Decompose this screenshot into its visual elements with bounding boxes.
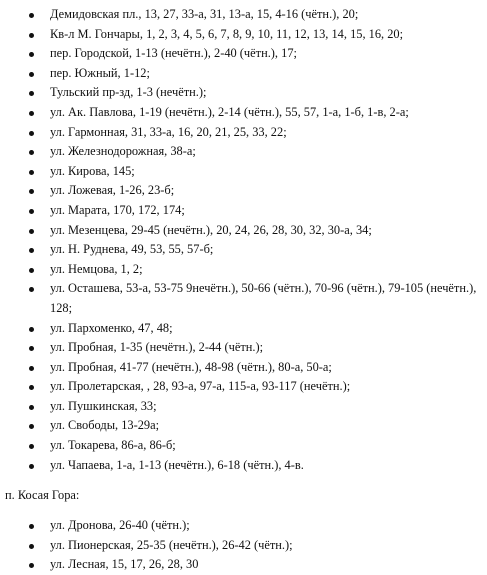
bullet-icon — [29, 229, 34, 234]
list-item-text: ул. Гармонная, 31, 33-а, 16, 20, 21, 25, 33, 22; — [50, 124, 287, 139]
list-item-text: ул. Немцова, 1, 2; — [50, 261, 143, 276]
list-item-text: Тульский пр-зд, 1-3 (нечётн.); — [50, 85, 207, 100]
bullet-icon — [29, 72, 34, 77]
street-list-kosaya-gora — [0, 516, 487, 575]
list-item-text: ул. Пионерская, 25-35 (нечётн.), 26-42 (чётн.); — [50, 537, 293, 552]
list-item-text: ул. Ложевая, 1-26, 23-б; — [50, 183, 175, 198]
bullet-icon — [29, 33, 34, 38]
list-item-text: ул. Кирова, 145; — [50, 163, 135, 178]
bullet-icon — [29, 385, 34, 390]
list-item-text: ул. Дронова, 26-40 (чётн.); — [50, 518, 190, 533]
list-item — [0, 536, 487, 556]
list-item — [0, 162, 487, 182]
bullet-icon — [29, 131, 34, 136]
bullet-icon — [29, 366, 34, 371]
list-item-text: ул. Н. Руднева, 49, 53, 55, 57-б; — [50, 242, 214, 257]
list-item — [0, 64, 487, 84]
list-item-text: ул. Пролетарская, , 28, 93-а, 97-а, 115-а, 93-117 (нечётн.); — [50, 379, 351, 394]
list-item-text: ул. Пробная, 1-35 (нечётн.), 2-44 (чётн.); — [50, 340, 264, 355]
list-item-text: ул. Чапаева, 1-а, 1-13 (нечётн.), 6-18 (чётн.), 4-в. — [50, 457, 304, 472]
bullet-icon — [29, 111, 34, 116]
list-item — [0, 436, 487, 456]
list-item — [0, 397, 487, 417]
bullet-icon — [29, 150, 34, 155]
list-item-text: ул. Токарева, 86-а, 86-б; — [50, 438, 176, 453]
list-item — [0, 279, 487, 318]
bullet-icon — [29, 464, 34, 469]
list-item — [0, 103, 487, 123]
list-item-text: ул. Железнодорожная, 38-а; — [50, 144, 196, 159]
list-item — [0, 516, 487, 536]
bullet-icon — [29, 424, 34, 429]
list-item — [0, 555, 487, 575]
bullet-icon — [29, 405, 34, 410]
bullet-icon — [29, 13, 34, 18]
list-item-text: ул. Пушкинская, 33; — [50, 398, 157, 413]
list-item — [0, 5, 487, 25]
bullet-icon — [29, 563, 34, 568]
bullet-icon — [29, 444, 34, 449]
list-item — [0, 181, 487, 201]
list-item — [0, 319, 487, 339]
street-list-tula — [0, 5, 487, 475]
bullet-icon — [29, 248, 34, 253]
list-item-text: ул. Пробная, 41-77 (нечётн.), 48-98 (чётн.), 80-а, 50-а; — [50, 359, 332, 374]
list-item-text: пер. Южный, 1-12; — [50, 65, 150, 80]
bullet-icon — [29, 524, 34, 529]
list-item — [0, 260, 487, 280]
list-item — [0, 338, 487, 358]
list-item — [0, 142, 487, 162]
list-item-text: ул. Осташева, 53-а, 53-75 9нечётн.), 50-66 (чётн.), 70-96 (чётн.), 79-105 (нечётн.), 128; — [50, 281, 477, 315]
list-item — [0, 83, 487, 103]
list-item-text: пер. Городской, 1-13 (нечётн.), 2-40 (чётн.), 17; — [50, 46, 297, 61]
list-item — [0, 358, 487, 378]
list-item — [0, 201, 487, 221]
list-item — [0, 456, 487, 476]
list-item — [0, 221, 487, 241]
bullet-icon — [29, 327, 34, 332]
bullet-icon — [29, 52, 34, 57]
bullet-icon — [29, 189, 34, 194]
list-item — [0, 25, 487, 45]
list-item-text: ул. Мезенцева, 29-45 (нечётн.), 20, 24, 26, 28, 30, 32, 30-а, 34; — [50, 222, 372, 237]
list-item — [0, 123, 487, 143]
bullet-icon — [29, 268, 34, 273]
list-item — [0, 416, 487, 436]
bullet-icon — [29, 91, 34, 96]
list-item-text: Демидовская пл., 13, 27, 33-а, 31, 13-а, 15, 4-16 (чётн.), 20; — [50, 7, 359, 21]
list-item — [0, 240, 487, 260]
list-item-text: ул. Лесная, 15, 17, 26, 28, 30 — [50, 557, 199, 572]
list-item-text: ул. Ак. Павлова, 1-19 (нечётн.), 2-14 (чётн.), 55, 57, 1-а, 1-б, 1-в, 2-а; — [50, 104, 409, 119]
list-item-text: ул. Пархоменко, 47, 48; — [50, 320, 173, 335]
list-item-text: ул. Свободы, 13-29а; — [50, 418, 160, 433]
bullet-icon — [29, 209, 34, 214]
list-item — [0, 44, 487, 64]
section-heading-kosaya-gora: п. Косая Гора: — [5, 488, 80, 503]
list-item-text: ул. Марата, 170, 172, 174; — [50, 202, 185, 217]
list-item-text: Кв-л М. Гончары, 1, 2, 3, 4, 5, 6, 7, 8, 9, 10, 11, 12, 13, 14, 15, 16, 20; — [50, 26, 404, 41]
bullet-icon — [29, 170, 34, 175]
bullet-icon — [29, 544, 34, 549]
bullet-icon — [29, 287, 34, 292]
bullet-icon — [29, 346, 34, 351]
list-item — [0, 377, 487, 397]
